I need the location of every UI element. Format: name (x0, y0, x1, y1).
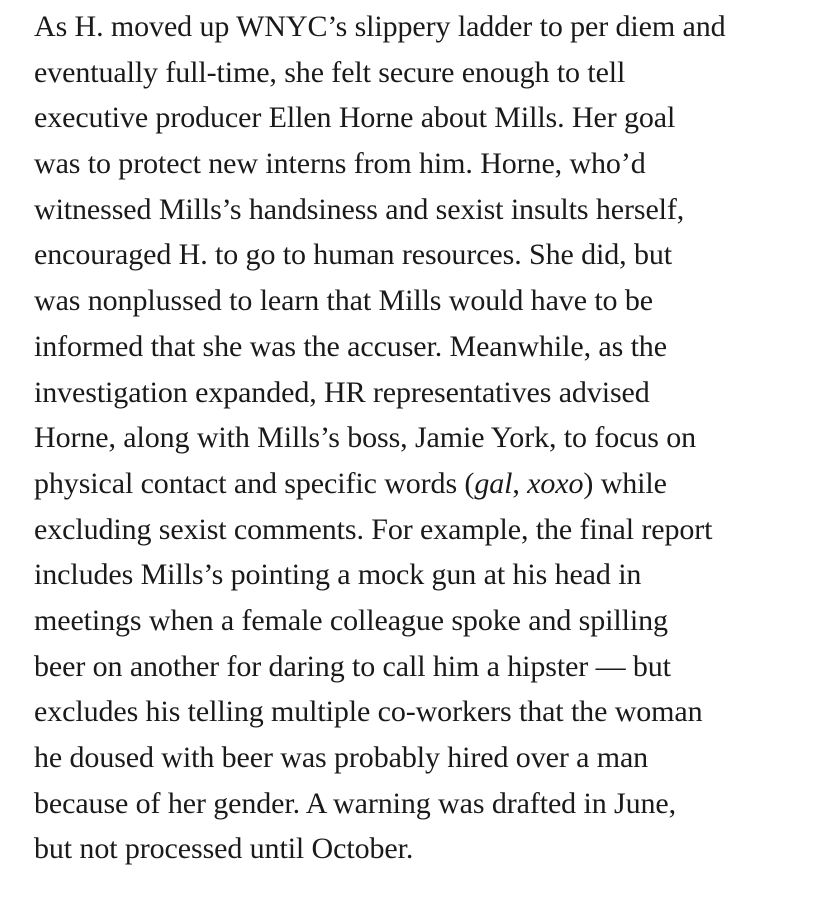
text-line: investigation expanded, HR representatives advised (34, 375, 650, 409)
text-line: because of her gender. A warning was drafted in June, (34, 786, 676, 820)
text-run: ) while (583, 466, 667, 500)
text-line: beer on another for daring to call him a hipster — but (34, 649, 671, 683)
text-line: eventually full-time, she felt secure enough to tell (34, 55, 626, 89)
text-line: excluding sexist comments. For example, the final report (34, 512, 713, 546)
italic-term-gal: gal (474, 466, 513, 500)
text-line: was to protect new interns from him. Horne, who’d (34, 147, 646, 181)
text-line: encouraged H. to go to human resources. She did, but (34, 238, 672, 272)
text-line: was nonplussed to learn that Mills would have to be (34, 284, 653, 318)
text-line: includes Mills’s pointing a mock gun at his head in (34, 558, 642, 592)
text-line: witnessed Mills’s handsiness and sexist insults herself, (34, 192, 685, 226)
text-line: excludes his telling multiple co-workers that the woman (34, 695, 703, 729)
text-run: , (512, 466, 528, 500)
text-line: informed that she was the accuser. Meanwhile, as the (34, 329, 667, 363)
text-run: physical contact and specific words ( (34, 466, 475, 500)
article-paragraph (34, 4, 814, 872)
text-line: he doused with beer was probably hired over a man (34, 741, 649, 774)
text-line-with-italics (34, 461, 814, 507)
text-line: but not processed until October. (34, 832, 414, 866)
text-line: As H. moved up WNYC’s slippery ladder to per diem and (34, 10, 726, 43)
text-line: Horne, along with Mills’s boss, Jamie York, to focus on (34, 421, 697, 455)
italic-term-xoxo: xoxo (527, 466, 584, 500)
text-line: executive producer Ellen Horne about Mills. Her goal (34, 101, 676, 135)
text-line: meetings when a female colleague spoke and spilling (34, 603, 668, 637)
